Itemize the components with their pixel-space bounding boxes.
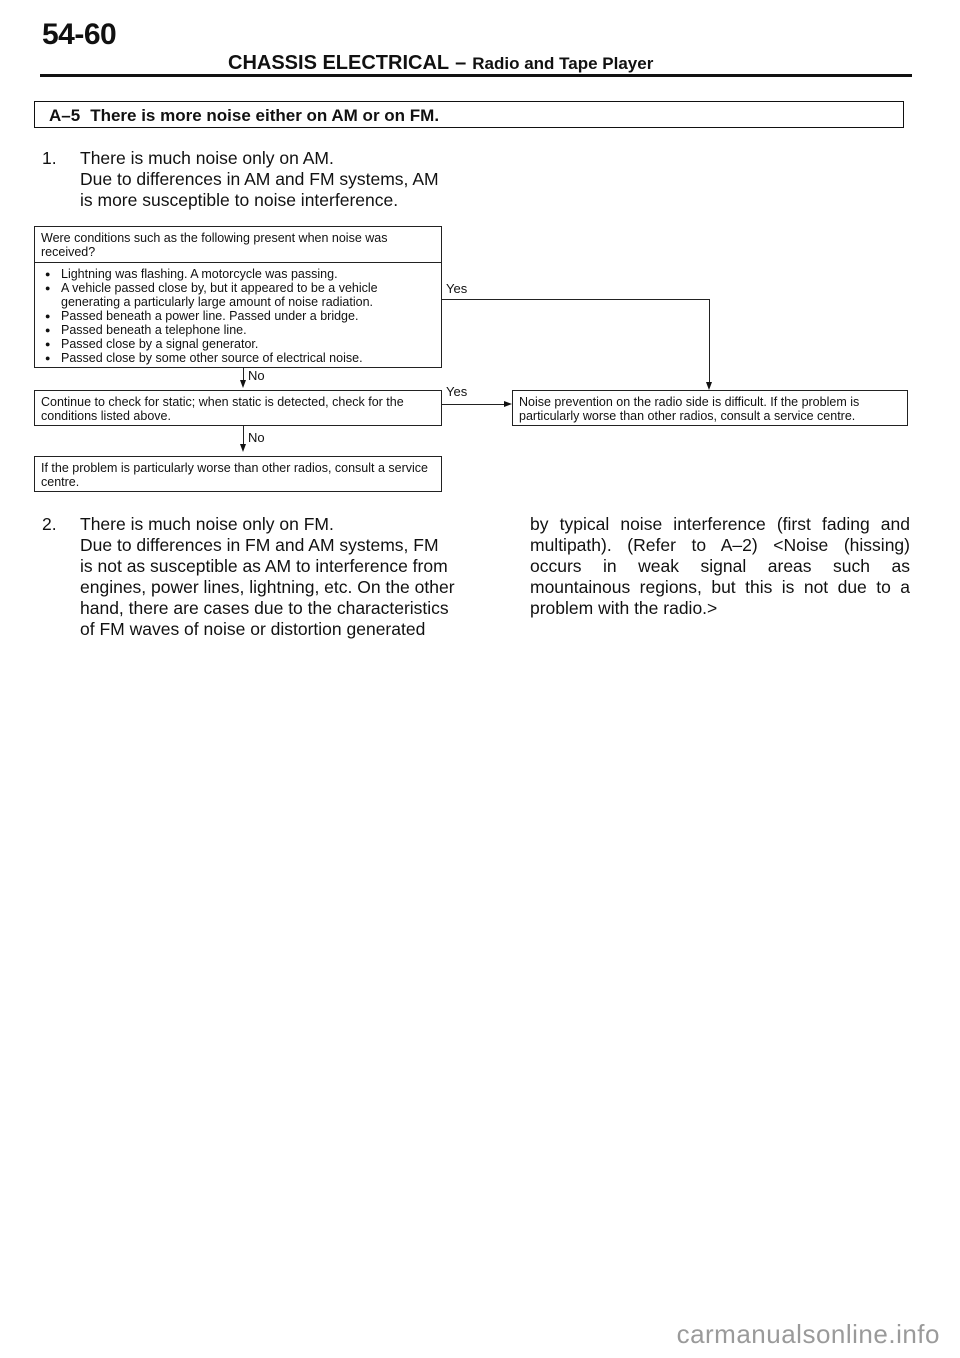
item-2-text	[80, 514, 500, 640]
chapter-title: CHASSIS ELECTRICAL	[228, 52, 450, 74]
arrow-down-icon	[240, 380, 246, 388]
item-2-line: is not as susceptible as AM to interference from	[80, 556, 448, 576]
page-number: 54-60	[42, 18, 117, 51]
result-box-service-centre	[34, 456, 442, 492]
condition-item: ● Lightning was flashing. A motorcycle was passing.	[41, 267, 435, 281]
condition-item: ● Passed beneath a power line. Passed under a bridge.	[41, 309, 435, 323]
continue-text: Continue to check for static; when static is detected, check for the conditions listed above.	[41, 395, 404, 423]
question-text: Were conditions such as the following present when noise was received?	[41, 231, 388, 259]
item-2-line: There is much noise only on FM.	[80, 514, 334, 534]
chapter-subtitle: Radio and Tape Player	[472, 54, 654, 73]
item-1-line: There is much noise only on AM.	[80, 148, 334, 168]
item-1-line: is more susceptible to noise interference.	[80, 190, 399, 210]
yes-connector-1	[442, 299, 710, 300]
yes-connector-1-down	[709, 299, 710, 383]
condition-list	[35, 263, 441, 368]
condition-item: ● A vehicle passed close by, but it appeared to be a vehicle generating a particularly large amount of noise radiation.	[41, 281, 435, 309]
section-title: There is more noise either on AM or on FM.	[90, 106, 440, 125]
item-2-line: Due to differences in FM and AM systems, FM	[80, 535, 439, 555]
no-label-2: No	[248, 430, 265, 445]
item-2	[42, 514, 502, 644]
arrow-right-icon	[504, 401, 512, 407]
item-2-continuation: by typical noise interference (first fading and multipath). (Refer to A–2) <Noise (hissing) occurs in weak signal areas such as mountainous regions, but this is not due to a problem with the radio.>	[530, 514, 910, 618]
condition-item: ● Passed close by some other source of electrical noise.	[41, 351, 435, 365]
continue-check-box	[34, 390, 442, 426]
item-1-line: Due to differences in AM and FM systems, AM	[80, 169, 439, 189]
yes-connector-2	[442, 404, 506, 405]
result-box-noise-prevention	[512, 390, 908, 426]
result-right-text: Noise prevention on the radio side is difficult. If the problem is particularly worse than other radios, consult a service centre.	[519, 395, 860, 423]
section-code: A–5	[49, 106, 81, 125]
watermark: carmanualsonline.info	[676, 1319, 940, 1349]
condition-item: ● Passed beneath a telephone line.	[41, 323, 435, 337]
arrow-down-icon	[240, 444, 246, 452]
condition-item: ● Passed close by a signal generator.	[41, 337, 435, 351]
yes-label-2: Yes	[446, 384, 468, 399]
item-1-text	[80, 148, 490, 211]
item-2-number: 2.	[42, 514, 57, 534]
flowchart-question-box	[34, 226, 442, 368]
item-2-line: engines, power lines, lightning, etc. On the other	[80, 577, 455, 597]
header-rule	[40, 74, 912, 77]
header-separator: –	[455, 52, 467, 74]
section-heading	[34, 101, 904, 128]
item-2-line: of FM waves of noise or distortion generated	[80, 619, 426, 639]
chapter-header	[228, 52, 653, 75]
item-1-number: 1.	[42, 148, 57, 168]
item-2-line: hand, there are cases due to the characteristics	[80, 598, 449, 618]
no-connector-2	[243, 426, 244, 444]
arrow-down-icon	[706, 382, 712, 390]
item-1	[42, 148, 482, 214]
yes-label-1: Yes	[446, 281, 468, 296]
result-bottom-text: If the problem is particularly worse than other radios, consult a service centre.	[41, 461, 428, 489]
no-label-1: No	[248, 368, 265, 383]
